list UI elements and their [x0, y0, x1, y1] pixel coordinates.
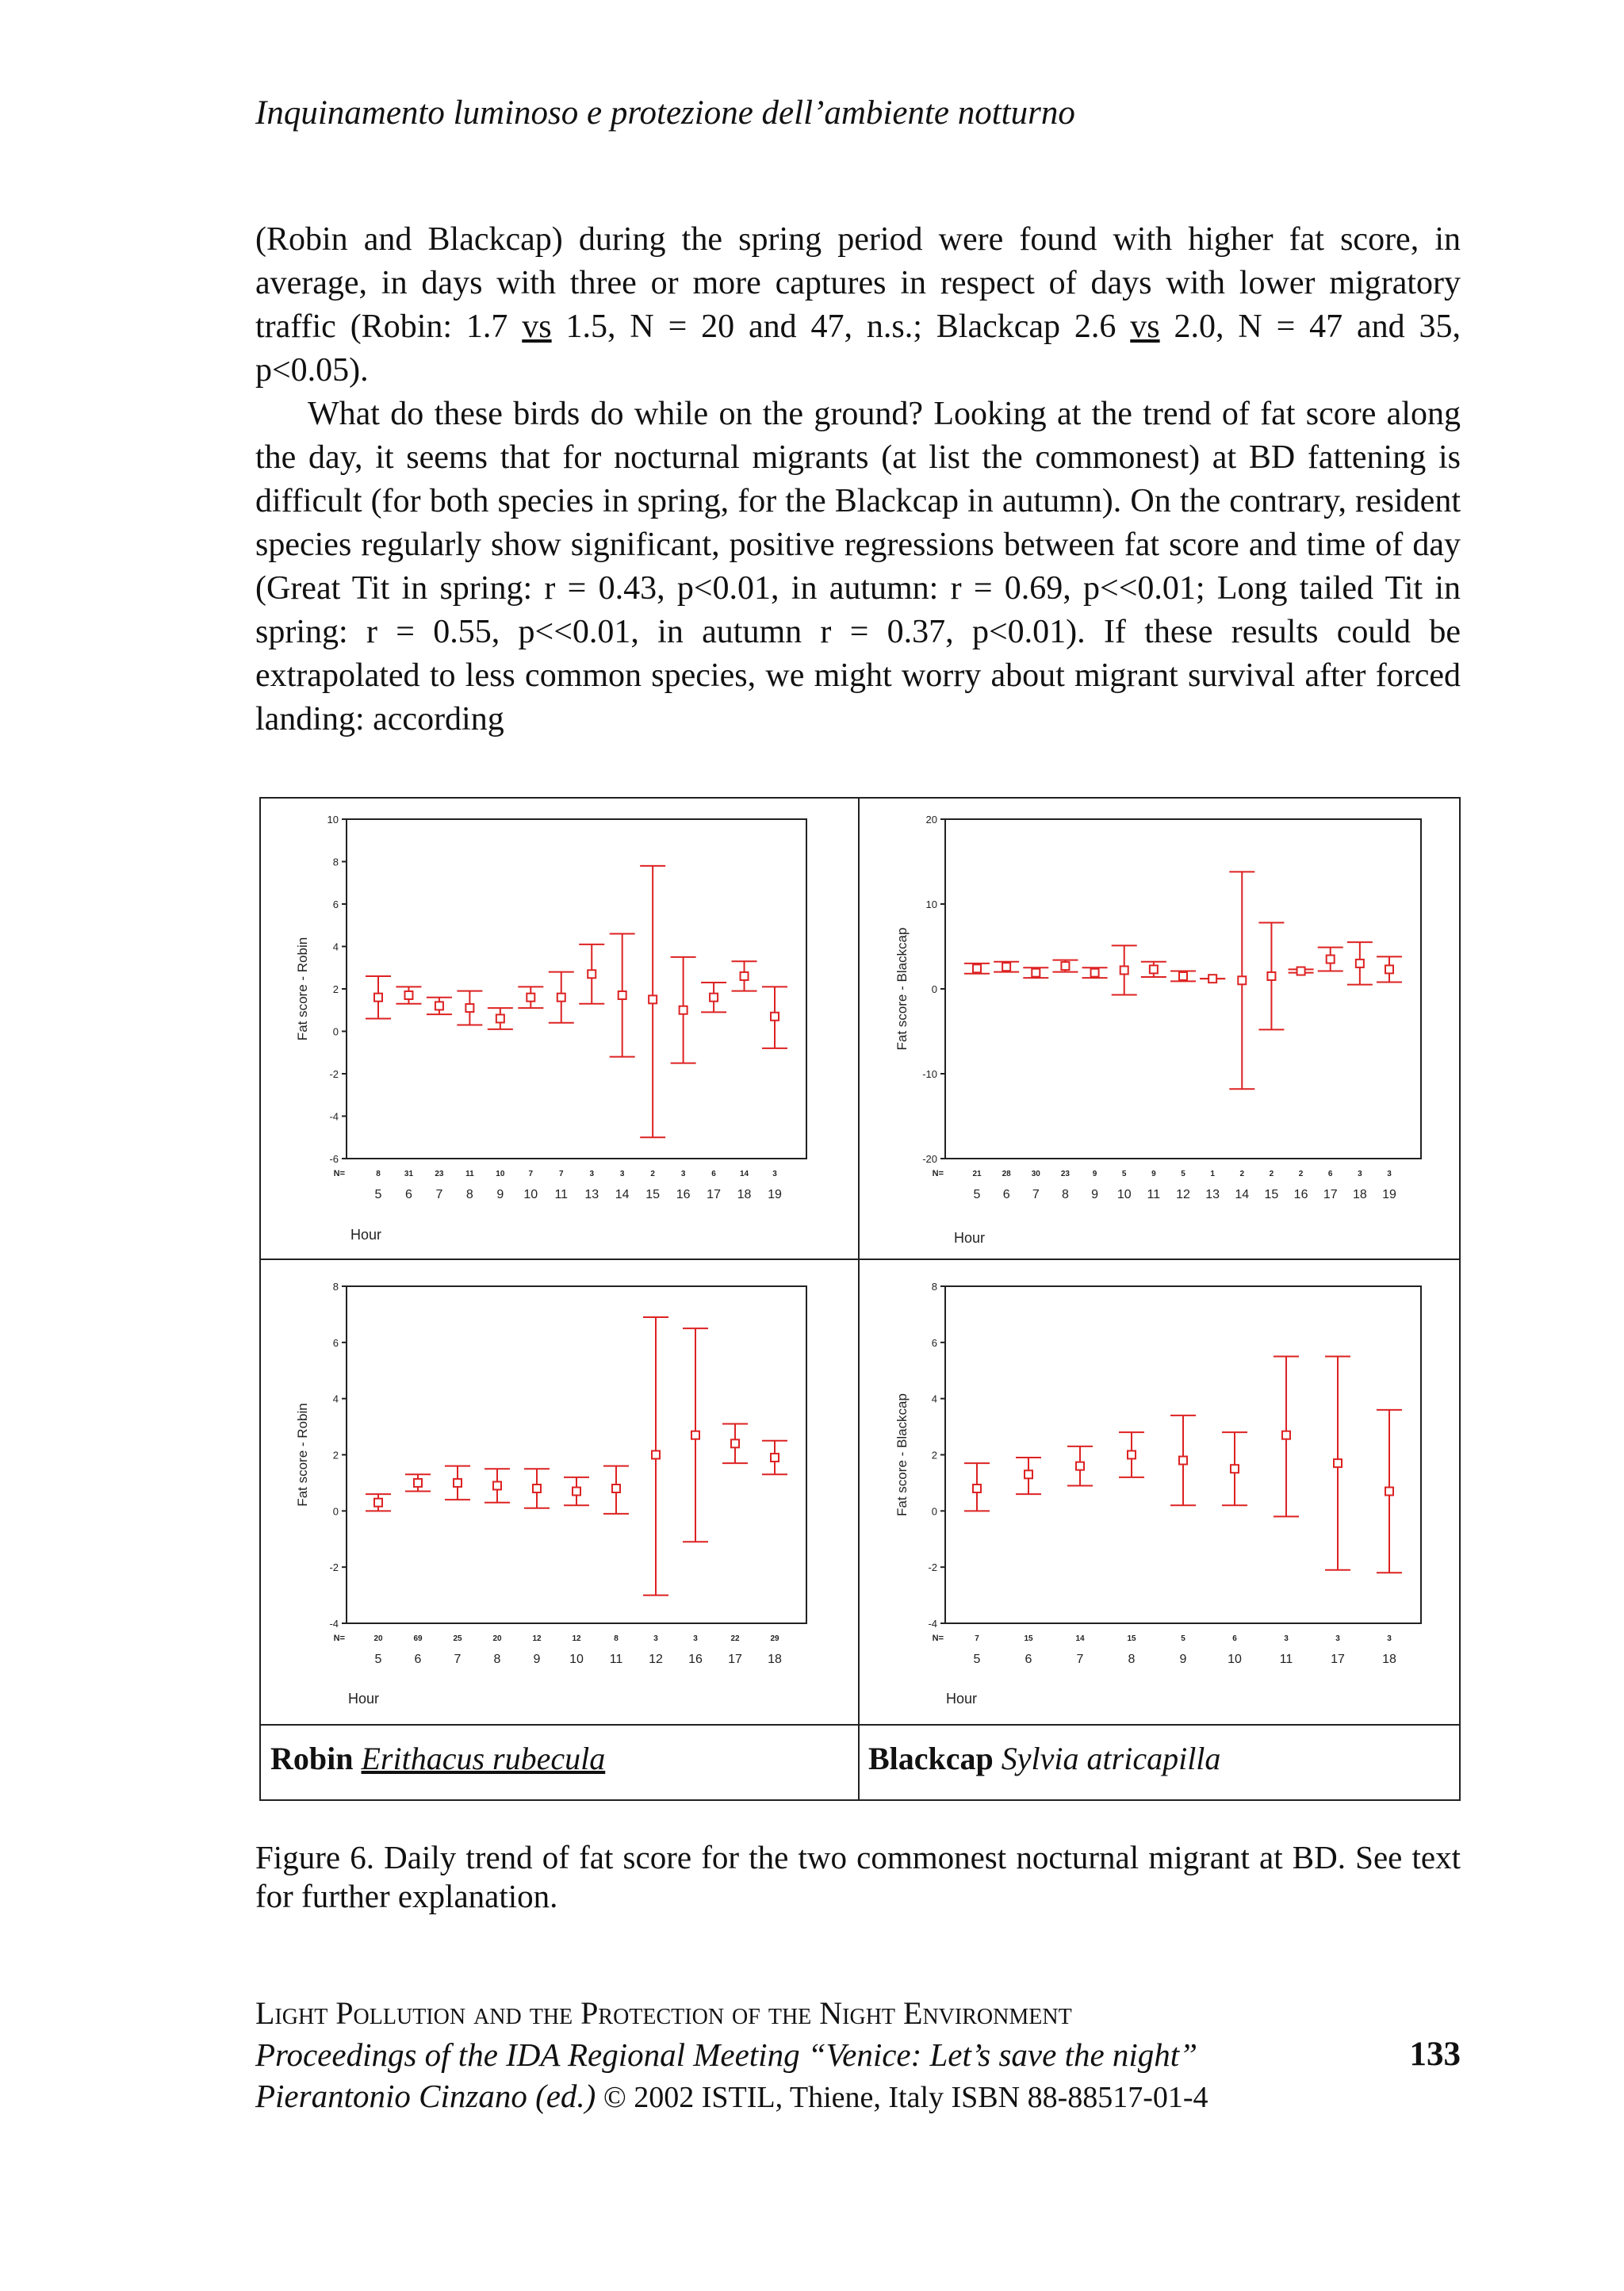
figure-frame — [260, 798, 1460, 1800]
x-tick-label: 16 — [1293, 1188, 1308, 1201]
n-label: 8 — [376, 1170, 381, 1178]
error-bar — [994, 962, 1019, 972]
mean-marker — [1128, 1451, 1136, 1459]
n-label: 22 — [730, 1634, 740, 1643]
error-bar — [445, 1466, 470, 1500]
n-label: 3 — [653, 1634, 658, 1643]
x-tick-label: 12 — [649, 1653, 663, 1666]
x-tick-label: 19 — [1382, 1188, 1396, 1201]
y-tick-label: 0 — [931, 1505, 937, 1518]
y-axis-label: Fat score - Robin — [295, 1403, 310, 1507]
n-prefix: N= — [333, 1169, 345, 1178]
y-tick-label: 0 — [332, 1505, 339, 1518]
error-bar — [1377, 1410, 1402, 1573]
mean-marker — [1282, 1431, 1290, 1439]
x-tick-label: 10 — [1116, 1188, 1132, 1201]
n-label: 30 — [1031, 1170, 1040, 1178]
species-label-robin-text — [270, 1741, 605, 1776]
species-label-robin — [270, 1741, 605, 1776]
x-tick-label: 11 — [554, 1188, 569, 1201]
y-tick-label: -2 — [329, 1068, 339, 1080]
x-axis-label: Hour — [350, 1227, 382, 1243]
page-number: 133 — [1409, 2036, 1461, 2073]
plot-area — [347, 819, 806, 1159]
x-tick-label: 9 — [1179, 1653, 1187, 1666]
mean-marker — [612, 1485, 620, 1492]
n-label: 3 — [772, 1170, 777, 1178]
x-tick-label: 10 — [1228, 1653, 1242, 1666]
n-prefix: N= — [333, 1634, 345, 1643]
n-label: 28 — [1002, 1170, 1011, 1178]
y-axis-label: Fat score - Robin — [295, 937, 310, 1041]
species-label-blackcap-text — [868, 1741, 1220, 1776]
error-bar — [405, 1474, 431, 1491]
error-bar — [603, 1466, 629, 1514]
mean-marker — [741, 972, 749, 980]
mean-marker — [1032, 969, 1040, 977]
x-tick-label: 17 — [707, 1188, 721, 1201]
n-label: 21 — [972, 1170, 982, 1178]
x-tick-label: 17 — [1323, 1188, 1338, 1201]
x-tick-label: 7 — [454, 1653, 462, 1666]
n-label: 14 — [739, 1170, 749, 1178]
x-tick-label: 14 — [1235, 1188, 1250, 1201]
mean-marker — [771, 1454, 779, 1462]
figure-6 — [259, 797, 1461, 1801]
error-bar — [564, 1477, 589, 1505]
underlined-text: vs — [1130, 308, 1160, 345]
chart-panel-4 — [894, 1281, 1421, 1707]
n-label: 3 — [1335, 1634, 1340, 1643]
error-bar — [1318, 948, 1343, 971]
n-label: 9 — [1151, 1170, 1156, 1178]
x-tick-label: 15 — [1264, 1188, 1279, 1201]
footer-proceedings: Proceedings of the IDA Regional Meeting “Venice: Let’s save the night” — [255, 2036, 1197, 2073]
mean-marker — [1238, 976, 1246, 984]
y-tick-label: -4 — [928, 1618, 937, 1630]
mean-marker — [533, 1485, 541, 1492]
mean-marker — [496, 1014, 504, 1022]
n-label: 2 — [1298, 1170, 1304, 1178]
x-tick-label: 11 — [609, 1653, 623, 1666]
footer-series-title: Light Pollution and the Protection of the Night Environment — [255, 1995, 1072, 2031]
mean-marker — [1076, 1462, 1084, 1470]
n-label: 7 — [558, 1170, 564, 1178]
chart-panel-2 — [894, 814, 1421, 1246]
error-bar — [427, 998, 452, 1014]
plot-area — [945, 819, 1421, 1159]
n-label: 3 — [1358, 1170, 1362, 1178]
error-bar — [1229, 872, 1254, 1089]
error-bar — [610, 933, 635, 1056]
x-tick-label: 15 — [645, 1188, 661, 1201]
n-label: 3 — [680, 1170, 686, 1178]
n-label: 7 — [975, 1634, 979, 1643]
n-label: 3 — [1387, 1634, 1392, 1643]
y-tick-label: 10 — [925, 898, 937, 910]
y-tick-label: 10 — [327, 814, 339, 826]
error-bar — [1112, 945, 1137, 994]
y-tick-label: 20 — [925, 814, 937, 826]
error-bar — [579, 944, 604, 1004]
n-label: 3 — [619, 1170, 625, 1178]
y-tick-label: 0 — [332, 1025, 339, 1038]
error-bar — [762, 987, 787, 1048]
figure-caption: Figure 6. Daily trend of fat score for the two commonest nocturnal migrant at BD. See text for further explanation. — [255, 1839, 1461, 1914]
y-tick-label: 2 — [931, 1449, 937, 1462]
y-tick-label: -20 — [922, 1153, 937, 1165]
error-bar — [1119, 1432, 1144, 1477]
mean-marker — [1120, 966, 1128, 974]
chart-panel-3 — [295, 1281, 806, 1707]
n-label: 25 — [453, 1634, 462, 1643]
y-tick-label: 8 — [332, 856, 339, 868]
x-tick-label: 6 — [405, 1188, 412, 1201]
n-label: 5 — [1181, 1170, 1185, 1178]
x-tick-label: 8 — [1128, 1653, 1136, 1666]
y-tick-label: 4 — [332, 941, 339, 953]
n-label: 7 — [528, 1170, 534, 1178]
error-bar — [1052, 960, 1078, 972]
mean-marker — [1002, 963, 1010, 971]
error-bar — [732, 961, 757, 990]
x-tick-label: 5 — [374, 1653, 382, 1666]
mean-marker — [557, 994, 565, 1002]
mean-marker — [404, 991, 412, 999]
mean-marker — [1061, 962, 1069, 970]
y-tick-label: 8 — [332, 1281, 339, 1293]
mean-marker — [619, 991, 626, 999]
x-tick-label: 7 — [1032, 1188, 1040, 1201]
n-label: 20 — [373, 1634, 383, 1643]
x-tick-label: 19 — [768, 1188, 782, 1201]
mean-marker — [1267, 972, 1275, 980]
x-tick-label: 5 — [973, 1653, 981, 1666]
n-prefix: N= — [932, 1169, 944, 1178]
error-bar — [1067, 1446, 1093, 1486]
x-tick-label: 11 — [1279, 1653, 1293, 1666]
x-tick-label: 18 — [768, 1653, 782, 1666]
n-label: 14 — [1075, 1634, 1085, 1643]
error-bar — [1170, 1416, 1196, 1505]
error-bar — [1016, 1458, 1041, 1494]
error-bar — [524, 1469, 550, 1508]
error-bar — [1200, 975, 1225, 983]
error-bar — [396, 987, 421, 1003]
mean-marker — [680, 1006, 688, 1014]
y-tick-label: -10 — [922, 1068, 937, 1080]
mean-marker — [1025, 1470, 1032, 1478]
error-bar — [701, 983, 726, 1012]
mean-marker — [1356, 960, 1364, 967]
mean-marker — [691, 1431, 699, 1439]
error-bar — [640, 866, 665, 1137]
mean-marker — [771, 1013, 779, 1021]
mean-marker — [465, 1004, 473, 1012]
error-bar — [1325, 1357, 1350, 1570]
running-header: Inquinamento luminoso e protezione dell’ambiente notturno — [255, 94, 1075, 132]
n-label: 12 — [532, 1634, 542, 1643]
x-tick-label: 9 — [1091, 1188, 1099, 1201]
mean-marker — [973, 964, 981, 972]
n-label: 2 — [650, 1170, 655, 1178]
body-text — [255, 218, 1461, 741]
y-tick-label: 6 — [931, 1336, 937, 1349]
mean-marker — [573, 1488, 580, 1496]
error-bar — [1347, 942, 1373, 985]
error-bar — [722, 1424, 748, 1464]
n-label: 3 — [589, 1170, 595, 1178]
x-tick-label: 17 — [1331, 1653, 1345, 1666]
n-label: 5 — [1181, 1634, 1185, 1643]
error-bar — [964, 1463, 990, 1511]
n-label: 11 — [465, 1170, 474, 1178]
n-label: 2 — [1239, 1170, 1245, 1178]
error-bar — [366, 976, 391, 1019]
n-label: 3 — [1387, 1170, 1392, 1178]
error-bar — [1377, 956, 1402, 982]
mean-marker — [731, 1439, 739, 1447]
n-label: 3 — [1284, 1634, 1289, 1643]
mean-marker — [435, 1002, 443, 1009]
n-prefix: N= — [932, 1634, 944, 1643]
y-tick-label: 6 — [332, 1336, 339, 1349]
footer-editor-line — [255, 2075, 1461, 2118]
x-tick-label: 13 — [1205, 1188, 1220, 1201]
error-bar — [518, 987, 543, 1008]
mean-marker — [1091, 969, 1099, 977]
n-label: 12 — [572, 1634, 581, 1643]
x-tick-label: 10 — [569, 1653, 584, 1666]
x-tick-label: 6 — [1025, 1653, 1032, 1666]
paragraph-2: What do these birds do while on the ground? Looking at the trend of fat score along the day, it seems that for nocturnal migrants (at list the commonest) at BD fattening is difficult (for both species in spring, for the Blackcap in autumn). On the contrary, resident species regularly show significant, positive regressions between fat score and time of day (Great Tit in spring: r = 0.43, p<0.01, in autumn: r = 0.69, p<<0.01; Long tailed Tit in spring: r = 0.55, p<<0.01, in autumn r = 0.37, p<0.01). If these results could be extrapolated to less common species, we might worry about migrant survival after forced landing: according — [255, 396, 1461, 737]
error-bar — [1170, 971, 1196, 982]
x-tick-label: 7 — [1076, 1653, 1084, 1666]
x-tick-label: 14 — [615, 1188, 630, 1201]
n-label: 20 — [492, 1634, 502, 1643]
n-label: 6 — [711, 1170, 716, 1178]
x-tick-label: 8 — [493, 1653, 501, 1666]
x-tick-label: 9 — [533, 1653, 541, 1666]
n-label: 1 — [1210, 1170, 1215, 1178]
x-tick-label: 9 — [496, 1188, 504, 1201]
n-label: 3 — [693, 1634, 698, 1643]
n-label: 69 — [413, 1634, 423, 1643]
y-tick-label: 8 — [931, 1281, 937, 1293]
mean-marker — [588, 970, 596, 978]
x-axis-label: Hour — [954, 1230, 986, 1246]
x-tick-label: 5 — [973, 1188, 981, 1201]
mean-marker — [414, 1479, 422, 1487]
x-tick-label: 11 — [1147, 1188, 1161, 1201]
x-tick-label: 6 — [414, 1653, 422, 1666]
n-label: 5 — [1121, 1170, 1127, 1178]
x-tick-label: 18 — [737, 1188, 752, 1201]
mean-marker — [1231, 1465, 1239, 1473]
x-tick-label: 18 — [1382, 1653, 1396, 1666]
x-tick-label: 10 — [523, 1188, 538, 1201]
n-label: 23 — [1060, 1170, 1070, 1178]
footer-editor: Pierantonio Cinzano (ed.) — [255, 2078, 596, 2114]
error-bar — [964, 964, 990, 974]
mean-marker — [527, 994, 534, 1002]
y-tick-label: 6 — [332, 898, 339, 910]
n-label: 15 — [1024, 1634, 1033, 1643]
x-tick-label: 16 — [676, 1188, 691, 1201]
mean-marker — [973, 1485, 981, 1492]
mean-marker — [710, 994, 718, 1002]
y-tick-label: -6 — [329, 1153, 339, 1165]
x-tick-label: 5 — [374, 1188, 382, 1201]
plot-area — [347, 1286, 806, 1623]
error-bar — [1082, 967, 1108, 978]
n-label: 2 — [1269, 1170, 1274, 1178]
mean-marker — [1208, 975, 1216, 983]
latin-name: Sylvia atricapilla — [1001, 1741, 1221, 1776]
y-tick-label: 0 — [931, 983, 937, 995]
footer-publisher: © 2002 ISTIL, Thiene, Italy ISBN 88-88517-01-4 — [596, 2081, 1208, 2114]
x-tick-label: 16 — [688, 1653, 703, 1666]
error-bar — [683, 1328, 708, 1542]
x-tick-label: 18 — [1352, 1188, 1367, 1201]
mean-marker — [1179, 972, 1187, 980]
error-bar — [1222, 1432, 1247, 1505]
y-tick-label: -2 — [928, 1561, 937, 1574]
x-tick-label: 7 — [435, 1188, 443, 1201]
error-bar — [762, 1441, 787, 1475]
figure-6-svg — [259, 797, 1461, 1801]
n-label: 6 — [1232, 1634, 1237, 1643]
latin-name: Erithacus rubecula — [361, 1741, 606, 1776]
y-tick-label: -2 — [329, 1561, 339, 1574]
mean-marker — [652, 1451, 660, 1459]
mean-marker — [1334, 1459, 1342, 1467]
n-label: 9 — [1092, 1170, 1097, 1178]
mean-marker — [1150, 965, 1158, 973]
x-axis-label: Hour — [348, 1691, 380, 1707]
error-bar — [366, 1494, 391, 1511]
y-tick-label: 2 — [332, 983, 339, 995]
common-name: Robin — [270, 1741, 362, 1776]
paragraph-1: (Robin and Blackcap) during the spring period were found with higher fat score, in average, in days with three or more captures in respect of days with lower migratory traffic (Robin: 1.7 vs 1.5, N = 20 and 47, n.s.; Blackcap 2.6 vs 2.0, N = 47 and 35, p<0.05). — [255, 221, 1461, 389]
species-label-blackcap — [868, 1741, 1220, 1776]
y-tick-label: 4 — [332, 1393, 339, 1405]
mean-marker — [1297, 967, 1305, 975]
error-bar — [1023, 967, 1048, 978]
error-bar — [485, 1469, 510, 1503]
y-tick-label: -4 — [329, 1618, 339, 1630]
error-bar — [1274, 1357, 1299, 1517]
page-footer — [255, 1993, 1461, 2118]
y-tick-label: 2 — [332, 1449, 339, 1462]
y-tick-label: -4 — [329, 1110, 339, 1123]
x-tick-label: 6 — [1002, 1188, 1010, 1201]
n-label: 10 — [496, 1170, 505, 1178]
error-bar — [457, 991, 482, 1025]
x-tick-label: 8 — [465, 1188, 473, 1201]
error-bar — [488, 1008, 513, 1029]
mean-marker — [493, 1481, 501, 1489]
mean-marker — [454, 1479, 462, 1487]
y-axis-label: Fat score - Blackcap — [894, 927, 910, 1051]
n-label: 31 — [404, 1170, 414, 1178]
underlined-text: vs — [522, 308, 552, 345]
mean-marker — [374, 994, 382, 1002]
x-axis-label: Hour — [946, 1691, 978, 1707]
mean-marker — [1179, 1457, 1187, 1465]
n-label: 15 — [1127, 1634, 1136, 1643]
x-tick-label: 8 — [1061, 1188, 1069, 1201]
error-bar — [671, 957, 696, 1063]
y-axis-label: Fat score - Blackcap — [894, 1393, 910, 1516]
mean-marker — [1385, 1488, 1393, 1496]
error-bar — [1141, 962, 1166, 977]
n-label: 6 — [1327, 1170, 1333, 1178]
x-tick-label: 13 — [584, 1188, 599, 1201]
x-tick-label: 17 — [728, 1653, 742, 1666]
y-tick-label: 4 — [931, 1393, 937, 1405]
n-label: 8 — [614, 1634, 619, 1643]
error-bar — [643, 1317, 668, 1596]
common-name: Blackcap — [868, 1741, 1002, 1776]
mean-marker — [1327, 956, 1335, 964]
chart-panel-1 — [295, 814, 806, 1243]
error-bar — [549, 972, 574, 1023]
n-label: 23 — [435, 1170, 444, 1178]
error-bar — [1289, 967, 1314, 975]
n-label: 29 — [770, 1634, 779, 1643]
mean-marker — [374, 1499, 382, 1507]
mean-marker — [1385, 965, 1393, 973]
x-tick-label: 12 — [1176, 1188, 1190, 1201]
mean-marker — [649, 995, 657, 1003]
error-bar — [1258, 923, 1284, 1030]
